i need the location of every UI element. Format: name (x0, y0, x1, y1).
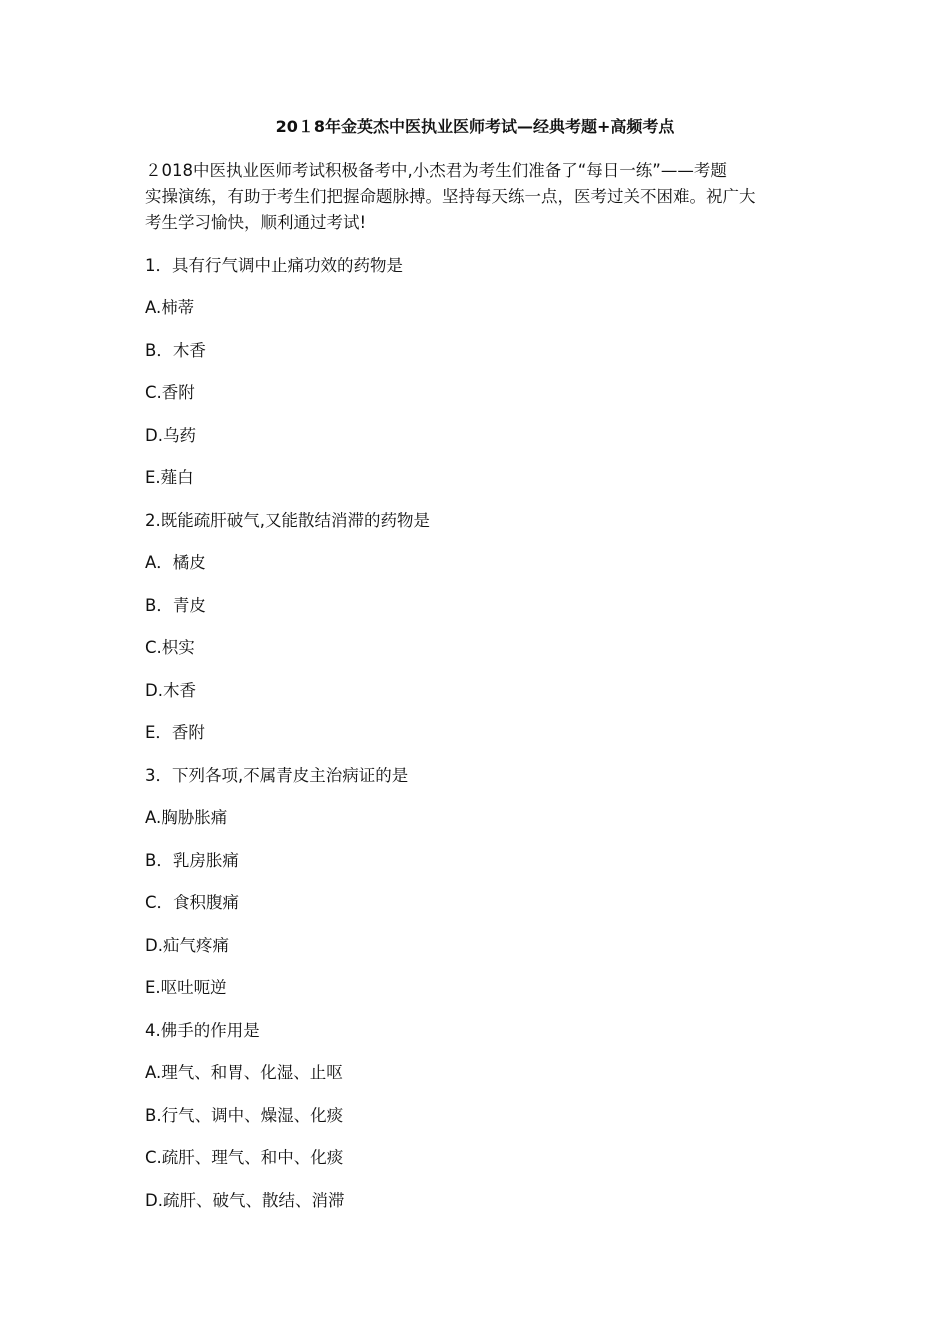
question-3-option-a: A.胸胁胀痛 (145, 808, 228, 827)
question-1-option-c: C.香附 (145, 383, 195, 402)
question-2-option-e: E．香附 (145, 723, 205, 742)
intro-line: ２018中医执业医师考试积极备考中,小杰君为考生们准备了“每日一练”——考题 (145, 161, 727, 180)
question-1-option-b: B．木香 (145, 341, 206, 360)
question-3-option-d: D.疝气疼痛 (145, 936, 229, 955)
question-4-option-d: D.疏肝、破气、散结、消滞 (145, 1191, 345, 1210)
question-4-option-b: B.行气、调中、燥湿、化痰 (145, 1106, 344, 1125)
question-4-option-c: C.疏肝、理气、和中、化痰 (145, 1148, 344, 1167)
question-3-stem: 3．下列各项,不属青皮主治病证的是 (145, 766, 409, 785)
question-3-option-b: B．乳房胀痛 (145, 851, 239, 870)
question-1-stem: 1．具有行气调中止痛功效的药物是 (145, 256, 403, 275)
question-2-option-a: A．橘皮 (145, 553, 206, 572)
question-4-option-a: A.理气、和胃、化湿、止呕 (145, 1063, 343, 1082)
question-1-option-e: E.薤白 (145, 468, 194, 487)
question-4-stem: 4.佛手的作用是 (145, 1021, 260, 1040)
question-1-option-d: D.乌药 (145, 426, 196, 445)
document-title: 20１8年金英杰中医执业医师考试—经典考题+高频考点 (275, 117, 675, 136)
question-2-stem: 2.既能疏肝破气,又能散结消滞的药物是 (145, 511, 430, 530)
question-3-option-c: C．食积腹痛 (145, 893, 240, 912)
question-2-option-c: C.枳实 (145, 638, 195, 657)
question-3-option-e: E.呕吐呃逆 (145, 978, 227, 997)
intro-paragraph (145, 158, 805, 236)
question-2-option-d: D.木香 (145, 681, 196, 700)
question-2-option-b: B．青皮 (145, 596, 206, 615)
question-1-option-a: A.柿蒂 (145, 298, 195, 317)
intro-line: 实操演练，有助于考生们把握命题脉搏。坚持每天练一点，医考过关不困难。祝广大 (145, 187, 756, 206)
intro-line: 考生学习愉快，顺利通过考试! (145, 213, 367, 232)
